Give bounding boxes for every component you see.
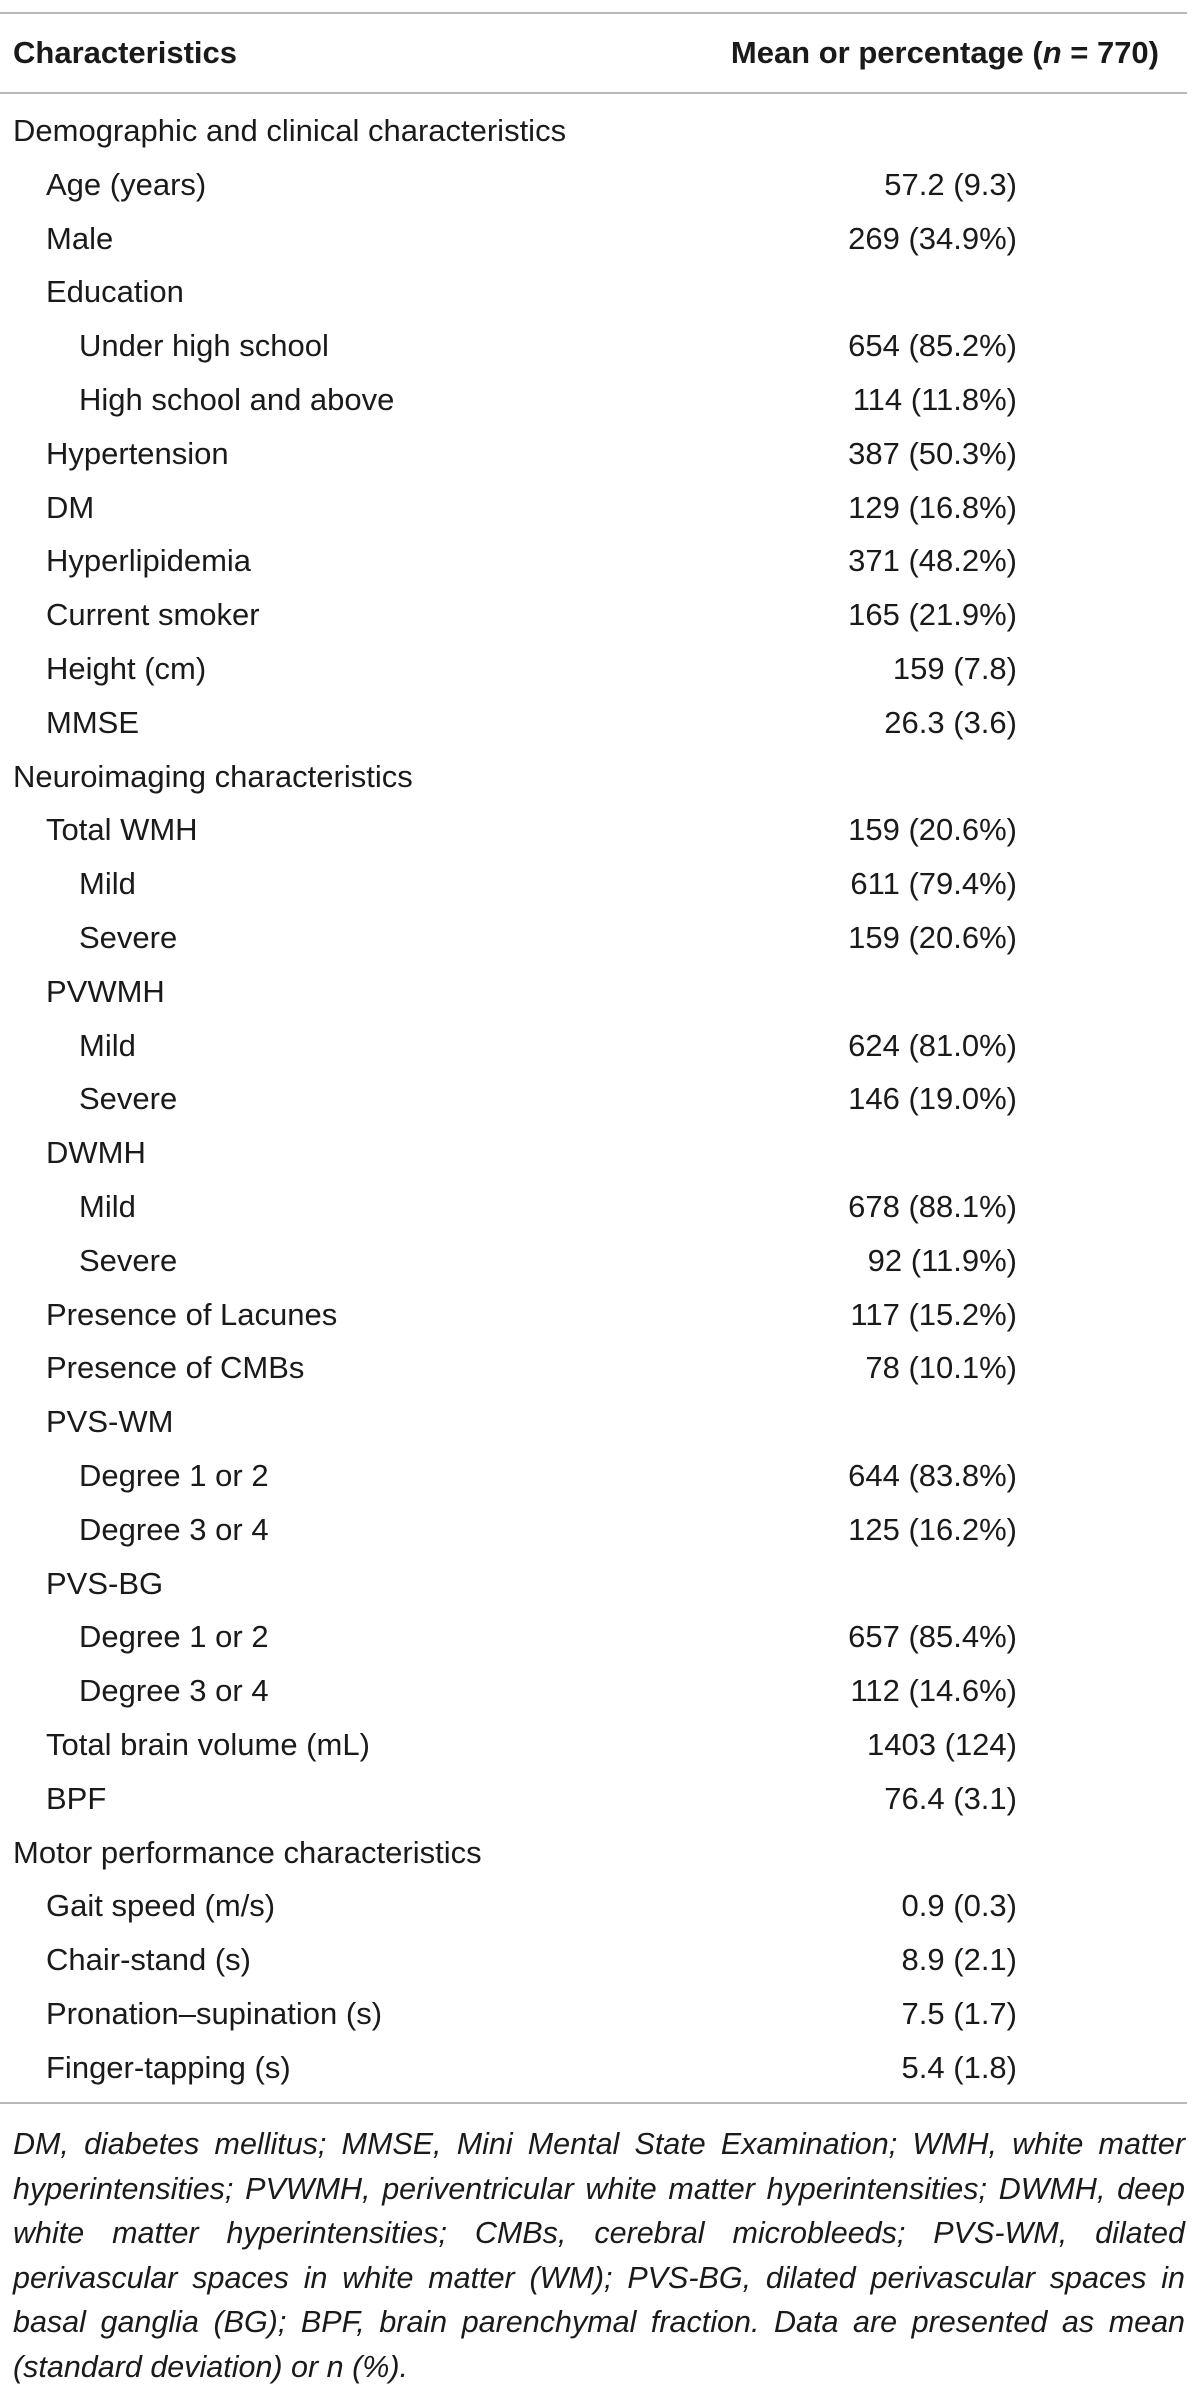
row-value: 159 (20.6%): [848, 812, 1017, 848]
table-row: [0, 1933, 1187, 1987]
table-row: [0, 319, 1187, 373]
table-bottom-rule: [0, 2102, 1187, 2104]
row-label: Degree 1 or 2: [79, 1619, 269, 1655]
row-label: Mild: [79, 1188, 136, 1224]
table-row: [0, 1772, 1187, 1826]
row-label: Total WMH: [46, 812, 198, 848]
row-label: Chair-stand (s): [46, 1942, 251, 1978]
table-row: [0, 1557, 1187, 1611]
row-label: Hypertension: [46, 435, 229, 471]
table-row: [0, 857, 1187, 911]
row-label: Degree 3 or 4: [79, 1511, 269, 1547]
row-label: PVS-BG: [46, 1565, 164, 1601]
row-value: 371 (48.2%): [848, 543, 1017, 579]
table-row: [0, 588, 1187, 642]
row-value: 117 (15.2%): [850, 1296, 1017, 1332]
table-row: [0, 1019, 1187, 1073]
row-label: Gait speed (m/s): [46, 1888, 276, 1924]
row-value: 159 (20.6%): [848, 919, 1017, 955]
row-label: Current smoker: [46, 597, 260, 633]
row-label: Severe: [79, 1242, 178, 1278]
row-label: DM: [46, 489, 95, 525]
characteristics-table: [0, 12, 1187, 2104]
row-label: Neuroimaging characteristics: [13, 758, 413, 794]
table-row: [0, 2041, 1187, 2095]
row-value: 114 (11.8%): [852, 381, 1017, 417]
table-footnote: DM, diabetes mellitus; MMSE, Mini Mental State Examination; WMH, white matter hyperintensities; PVWMH, periventricular white matter hyperintensities; DWMH, deep white matter hyperintensities; CMBs, cerebral microbleeds; PVS-WM, dilated perivascular spaces in white matter (WM); PVS-BG, dilated perivascular spaces in basal ganglia (BG); BPF, brain parenchymal fraction. Data are presented as mean (standard deviation) or n (%).: [13, 2127, 1185, 2384]
row-label: Male: [46, 220, 114, 256]
row-label: BPF: [46, 1780, 107, 1816]
row-value: 76.4 (3.1): [884, 1780, 1017, 1816]
table-row: [0, 534, 1187, 588]
row-label: Age (years): [46, 166, 207, 202]
row-value: 146 (19.0%): [848, 1081, 1017, 1117]
table-row: [0, 1449, 1187, 1503]
table-row: [0, 911, 1187, 965]
row-label: Education: [46, 274, 184, 310]
row-label: Severe: [79, 1081, 178, 1117]
row-label: Finger-tapping (s): [46, 2049, 291, 2085]
table-row: [0, 265, 1187, 319]
row-label: DWMH: [46, 1135, 146, 1171]
table-row: [0, 1341, 1187, 1395]
table-row: [0, 373, 1187, 427]
table-row: [0, 1126, 1187, 1180]
section-row: [0, 1826, 1187, 1880]
row-value: 654 (85.2%): [848, 328, 1017, 364]
row-label: MMSE: [46, 704, 139, 740]
table-row: [0, 158, 1187, 212]
section-row: [0, 104, 1187, 158]
row-value: 112 (14.6%): [850, 1673, 1017, 1709]
table-row: [0, 1987, 1187, 2041]
row-label: Degree 1 or 2: [79, 1457, 269, 1493]
row-label: High school and above: [79, 381, 395, 417]
row-value: 78 (10.1%): [865, 1350, 1017, 1386]
row-value: 5.4 (1.8): [901, 2049, 1017, 2085]
table-row: [0, 1395, 1187, 1449]
table-row: [0, 1664, 1187, 1718]
row-label: Mild: [79, 1027, 136, 1063]
row-value: 26.3 (3.6): [884, 704, 1017, 740]
row-label: Presence of Lacunes: [46, 1296, 338, 1332]
row-value: 0.9 (0.3): [901, 1888, 1017, 1924]
table-row: [0, 427, 1187, 481]
table-row: [0, 1610, 1187, 1664]
row-label: Demographic and clinical characteristics: [13, 113, 567, 148]
table-row: [0, 1879, 1187, 1933]
row-value: 159 (7.8): [892, 650, 1017, 686]
header-mean-or-percentage: Mean or percentage (n = 770): [730, 35, 1159, 70]
row-label: Presence of CMBs: [46, 1350, 305, 1386]
table-body: [0, 94, 1187, 2094]
row-value: 624 (81.0%): [848, 1027, 1017, 1063]
header-characteristics: Characteristics: [13, 35, 238, 70]
row-label: Degree 3 or 4: [79, 1673, 269, 1709]
table-row: [0, 965, 1187, 1019]
row-value: 644 (83.8%): [848, 1457, 1017, 1493]
table-row: [0, 696, 1187, 750]
table-row: [0, 1234, 1187, 1288]
row-value: 8.9 (2.1): [901, 1942, 1017, 1978]
table-row: [0, 1288, 1187, 1342]
row-label: Pronation–supination (s): [46, 1995, 383, 2031]
row-label: Mild: [79, 866, 136, 902]
table-row: [0, 212, 1187, 266]
row-value: 7.5 (1.7): [901, 1995, 1017, 2031]
row-value: 1403 (124): [867, 1726, 1017, 1762]
row-label: Severe: [79, 919, 178, 955]
row-value: 125 (16.2%): [848, 1511, 1017, 1547]
table-header: [0, 14, 1187, 94]
row-value: 657 (85.4%): [848, 1619, 1017, 1655]
row-value: 269 (34.9%): [848, 220, 1017, 256]
row-value: 678 (88.1%): [848, 1188, 1017, 1224]
table-row: [0, 1718, 1187, 1772]
table-row: [0, 1180, 1187, 1234]
section-row: [0, 750, 1187, 804]
table-row: [0, 803, 1187, 857]
row-value: 92 (11.9%): [867, 1242, 1017, 1278]
row-label: Total brain volume (mL): [46, 1726, 370, 1762]
table-row: [0, 642, 1187, 696]
row-value: 57.2 (9.3): [884, 166, 1017, 202]
row-label: Height (cm): [46, 650, 207, 686]
row-value: 387 (50.3%): [848, 435, 1017, 471]
row-label: PVWMH: [46, 973, 165, 1009]
row-label: Motor performance characteristics: [13, 1834, 482, 1870]
row-label: PVS-WM: [46, 1404, 174, 1440]
table-row: [0, 481, 1187, 535]
row-label: Hyperlipidemia: [46, 543, 252, 579]
row-label: Under high school: [79, 328, 329, 364]
row-value: 611 (79.4%): [850, 866, 1017, 902]
table-row: [0, 1072, 1187, 1126]
row-value: 165 (21.9%): [848, 597, 1017, 633]
table-row: [0, 1503, 1187, 1557]
row-value: 129 (16.8%): [848, 489, 1017, 525]
